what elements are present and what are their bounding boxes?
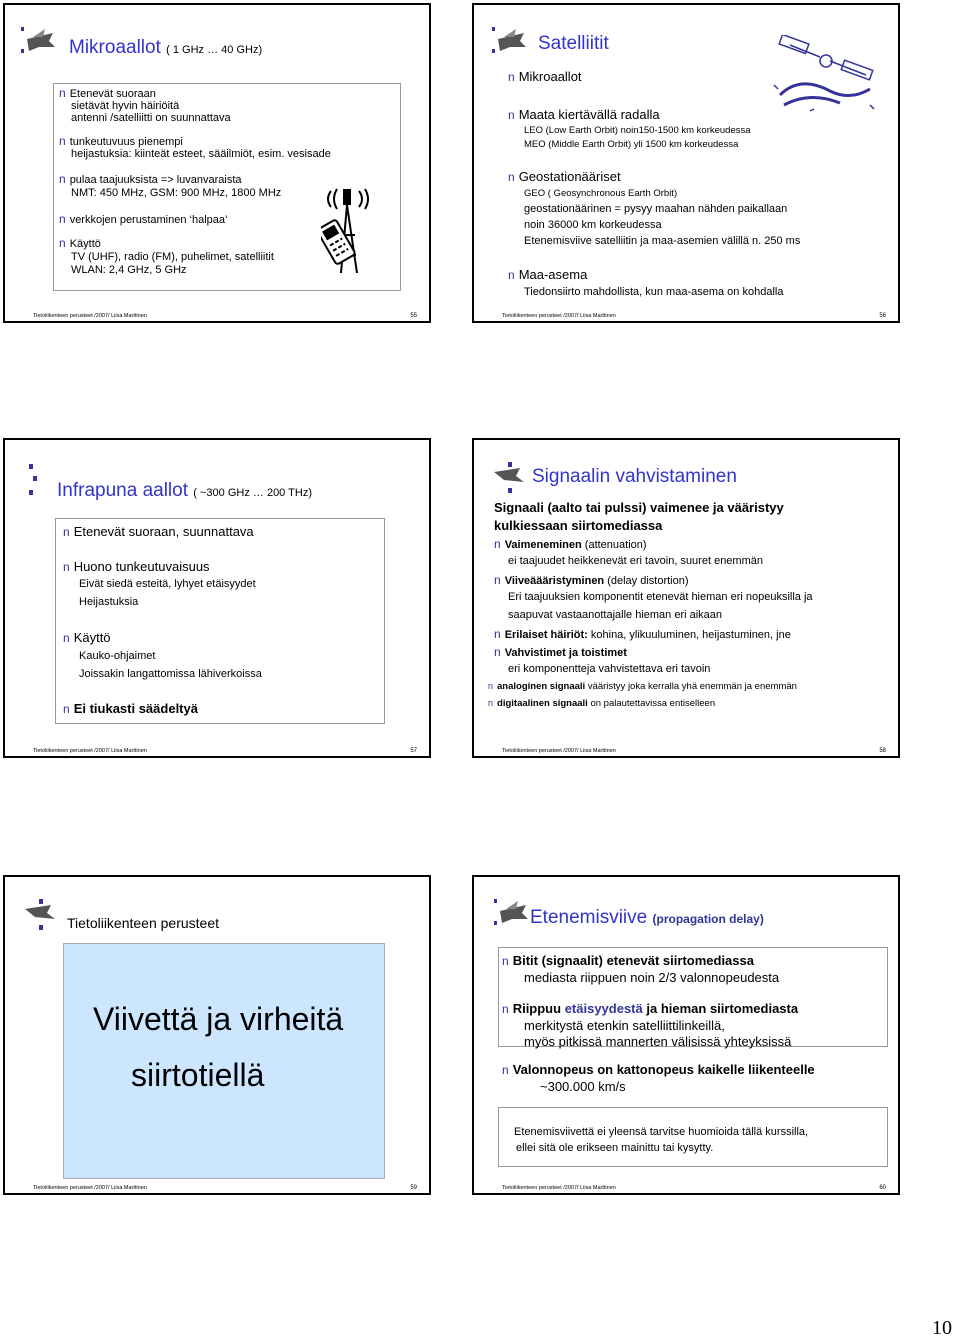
- big-text-line: Viivettä ja virheitä: [93, 1001, 344, 1037]
- subsub-bold: analoginen signaali: [497, 681, 586, 692]
- title-frequency: ( ~300 GHz … 200 THz): [193, 487, 312, 499]
- subsub-bold: digitaalinen signaali: [497, 698, 588, 709]
- bullet-line: n pulaa taajuuksista => luvanvaraista: [59, 172, 242, 186]
- sub-line: mediasta riippuen noin 2/3 valonnopeudesta: [524, 970, 780, 985]
- bullet-rest: kohina, ylikuuluminen, heijastuminen, jne: [587, 629, 791, 641]
- bullet-line: n Maata kiertävällä radalla: [508, 107, 660, 122]
- sub-line: Eri taajuuksien komponentit etenevät hieman eri nopeuksilla ja: [508, 591, 813, 603]
- slide-56: [472, 3, 900, 323]
- bullet-highlight: etäisyydestä: [564, 1001, 643, 1016]
- note-line: Etenemisviivettä ei yleensä tarvitse huomioida tällä kurssilla,: [514, 1126, 809, 1138]
- slide-55: [3, 3, 431, 323]
- mobile-phone-tower-icon: [321, 185, 379, 277]
- sub-line: TV (UHF), radio (FM), puhelimet, satelliitit: [71, 251, 274, 263]
- bullet-text: Valonnopeus on kattonopeus kaikelle liikenteelle: [512, 1062, 815, 1077]
- footer-text: Tietoliikenteen perusteet /2007/ Liisa Marttinen: [502, 748, 616, 754]
- slide-58: [472, 438, 900, 758]
- bullet-line: n verkkojen perustaminen ‘halpaa’: [59, 212, 228, 226]
- university-logo-icon: [21, 895, 61, 935]
- title-frequency: ( 1 GHz … 40 GHz): [166, 44, 263, 56]
- subsub-line: n digitaalinen signaali on palautettavissa entiselleen: [488, 698, 716, 709]
- sub-line: LEO (Low Earth Orbit) noin150-1500 km korkeudessa: [524, 125, 751, 136]
- title-subtitle: (propagation delay): [652, 912, 764, 926]
- slide-number: 60: [879, 1185, 886, 1191]
- subsub-rest: on palautettavissa entiselleen: [587, 698, 716, 709]
- slide-number: 59: [410, 1185, 417, 1191]
- bullet-line: n Vahvistimet ja toistimet: [494, 645, 627, 659]
- slide-title: Signaalin vahvistaminen: [532, 466, 737, 487]
- intro-line: Signaali (aalto tai pulssi) vaimenee ja vääristyy: [494, 500, 784, 515]
- bullet-line: n tunkeutuvuus pienempi: [59, 134, 183, 148]
- bullet-text: Maata kiertävällä radalla: [518, 107, 660, 122]
- bullet-text: Viiveäääristyminen: [504, 575, 605, 587]
- bullet-text: Etenevät suoraan, suunnattava: [73, 524, 254, 539]
- bullet-line: n Mikroaallot: [508, 69, 582, 84]
- sub-line: antenni /satelliitti on suunnattava: [71, 112, 231, 124]
- bullet-text: Geostationääriset: [518, 169, 621, 184]
- bullet-text: Vahvistimet ja toistimet: [504, 647, 627, 659]
- bullet-line: n Maa-asema: [508, 267, 588, 282]
- sub-line: GEO ( Geosynchronous Earth Orbit): [524, 188, 678, 199]
- bullet-text: Riippuu: [512, 1001, 565, 1016]
- sub-line: saapuvat vastaanottajalle hieman eri aikaan: [508, 609, 723, 621]
- bullet-line: n Etenevät suoraan: [59, 86, 156, 100]
- bullet-text: Erilaiset häiriöt:: [504, 629, 588, 641]
- content-box: [55, 518, 385, 724]
- bullet-line: n Riippuu etäisyydestä ja hieman siirtomediasta: [502, 1001, 799, 1016]
- big-text-line: siirtotiellä: [131, 1057, 265, 1093]
- bullet-line: n Käyttö: [63, 630, 111, 645]
- slide-57: [3, 438, 431, 758]
- bullet-text: Ei tiukasti säädeltyä: [73, 701, 198, 716]
- page-number: 10: [932, 1317, 952, 1339]
- sub-line: NMT: 450 MHz, GSM: 900 MHz, 1800 MHz: [71, 187, 282, 199]
- bullet-line: n Viiveäääristyminen (delay distortion): [494, 573, 689, 587]
- bullet-line: n Käyttö: [59, 236, 101, 250]
- bullet-line: n Etenevät suoraan, suunnattava: [63, 524, 254, 539]
- sub-line: sietävät hyvin häiriöitä: [71, 100, 180, 112]
- slide-number: 57: [410, 748, 417, 754]
- bullet-paren: (attenuation): [581, 539, 647, 551]
- bullet-line: n Bitit (signaalit) etenevät siirtomediassa: [502, 953, 754, 968]
- sub-line: noin 36000 km korkeudessa: [524, 219, 662, 231]
- bullet-text: Käyttö: [73, 630, 111, 645]
- title-text: Infrapuna aallot: [57, 480, 188, 501]
- sub-line: eri komponentteja vahvistettava eri tavoin: [508, 663, 711, 675]
- bullet-text: Maa-asema: [518, 267, 588, 282]
- bullet-line: n Erilaiset häiriöt: kohina, ylikuuluminen, heijastuminen, jne: [494, 627, 791, 641]
- slide-60: [472, 875, 900, 1195]
- slide-title: [530, 907, 764, 929]
- sub-line: merkitystä etenkin satelliittilinkeillä,: [524, 1018, 725, 1033]
- bullet-text: Vaimeneminen: [504, 539, 582, 551]
- slide-title: Satelliitit: [538, 33, 609, 54]
- sub-line: Joissakin langattomissa lähiverkoissa: [79, 668, 262, 680]
- intro-line: kulkiessaan siirtomediassa: [494, 518, 663, 533]
- bullet-line: n Ei tiukasti säädeltyä: [63, 701, 198, 716]
- bullet-text: tunkeutuvuus pienempi: [69, 136, 183, 148]
- sub-line: Kauko-ohjaimet: [79, 650, 156, 662]
- sub-line: MEO (Middle Earth Orbit) yli 1500 km korkeudessa: [524, 139, 739, 150]
- subsub-line: n analoginen signaali vääristyy joka kerralla yhä enemmän ja enemmän: [488, 681, 797, 692]
- sub-line: Eivät siedä esteitä, lyhyet etäisyydet: [79, 578, 256, 590]
- subsub-rest: vääristyy joka kerralla yhä enemmän ja enemmän: [585, 681, 797, 692]
- title-text: Mikroaallot: [69, 37, 161, 58]
- slide-number: 56: [879, 313, 886, 319]
- bullet-line: n Valonnopeus on kattonopeus kaikelle liikenteelle: [502, 1062, 815, 1077]
- sub-line: Tiedonsiirto mahdollista, kun maa-asema on kohdalla: [524, 286, 784, 298]
- bullet-text: pulaa taajuuksista => luvanvaraista: [69, 174, 242, 186]
- sub-line: WLAN: 2,4 GHz, 5 GHz: [71, 264, 187, 276]
- sub-line: ~300.000 km/s: [540, 1079, 626, 1094]
- bullet-text: Mikroaallot: [518, 69, 582, 84]
- bullet-line: n Vaimeneminen (attenuation): [494, 537, 647, 551]
- university-logo-icon: [15, 23, 59, 59]
- university-logo-icon: [23, 460, 43, 500]
- sub-line: ei taajuudet heikkenevät eri tavoin, suuret enemmän: [508, 555, 763, 567]
- slide-title: [57, 480, 312, 502]
- sub-line: heijastuksia: kiinteät esteet, sääilmiöt, esim. vesisade: [71, 148, 331, 160]
- footer-text: Tietoliikenteen perusteet /2007/ Liisa Marttinen: [33, 313, 147, 319]
- sub-line: geostationäärinen = pysyy maahan nähden paikallaan: [524, 203, 788, 215]
- slide-number: 55: [410, 313, 417, 319]
- slide-59: [3, 875, 431, 1195]
- bullet-line: n Huono tunkeutuvaisuus: [63, 559, 210, 574]
- university-logo-icon: [488, 895, 532, 931]
- bullet-text-end: ja hieman siirtomediasta: [642, 1001, 799, 1016]
- footer-text: Tietoliikenteen perusteet /2007/ Liisa Marttinen: [33, 1185, 147, 1191]
- satellite-icon: [770, 35, 890, 115]
- title-text: Etenemisviive: [530, 907, 648, 928]
- slide-title: Tietoliikenteen perusteet: [67, 915, 220, 931]
- bullet-text: verkkojen perustaminen ‘halpaa’: [69, 214, 228, 226]
- slide-number: 58: [879, 748, 886, 754]
- bullet-text: Käyttö: [69, 238, 101, 250]
- footer-text: Tietoliikenteen perusteet /2007/ Liisa Marttinen: [502, 313, 616, 319]
- footer-text: Tietoliikenteen perusteet /2007/ Liisa Marttinen: [33, 748, 147, 754]
- bullet-line: n Geostationääriset: [508, 169, 621, 184]
- sub-line: myös pitkissä mannerten välisissä yhteyksissä: [524, 1034, 792, 1049]
- bullet-text: Bitit (signaalit) etenevät siirtomediassa: [512, 953, 754, 968]
- sub-line: Etenemisviive satelliitin ja maa-asemien välillä n. 250 ms: [524, 235, 801, 247]
- note-line: ellei sitä ole erikseen mainittu tai kysytty.: [516, 1142, 714, 1154]
- bullet-text: Huono tunkeutuvaisuus: [73, 559, 210, 574]
- bullet-paren: (delay distortion): [604, 575, 689, 587]
- footer-text: Tietoliikenteen perusteet /2007/ Liisa Marttinen: [502, 1185, 616, 1191]
- slide-title: [69, 37, 262, 59]
- bullet-text: Etenevät suoraan: [69, 88, 156, 100]
- university-logo-icon: [486, 23, 530, 59]
- sub-line: Heijastuksia: [79, 596, 139, 608]
